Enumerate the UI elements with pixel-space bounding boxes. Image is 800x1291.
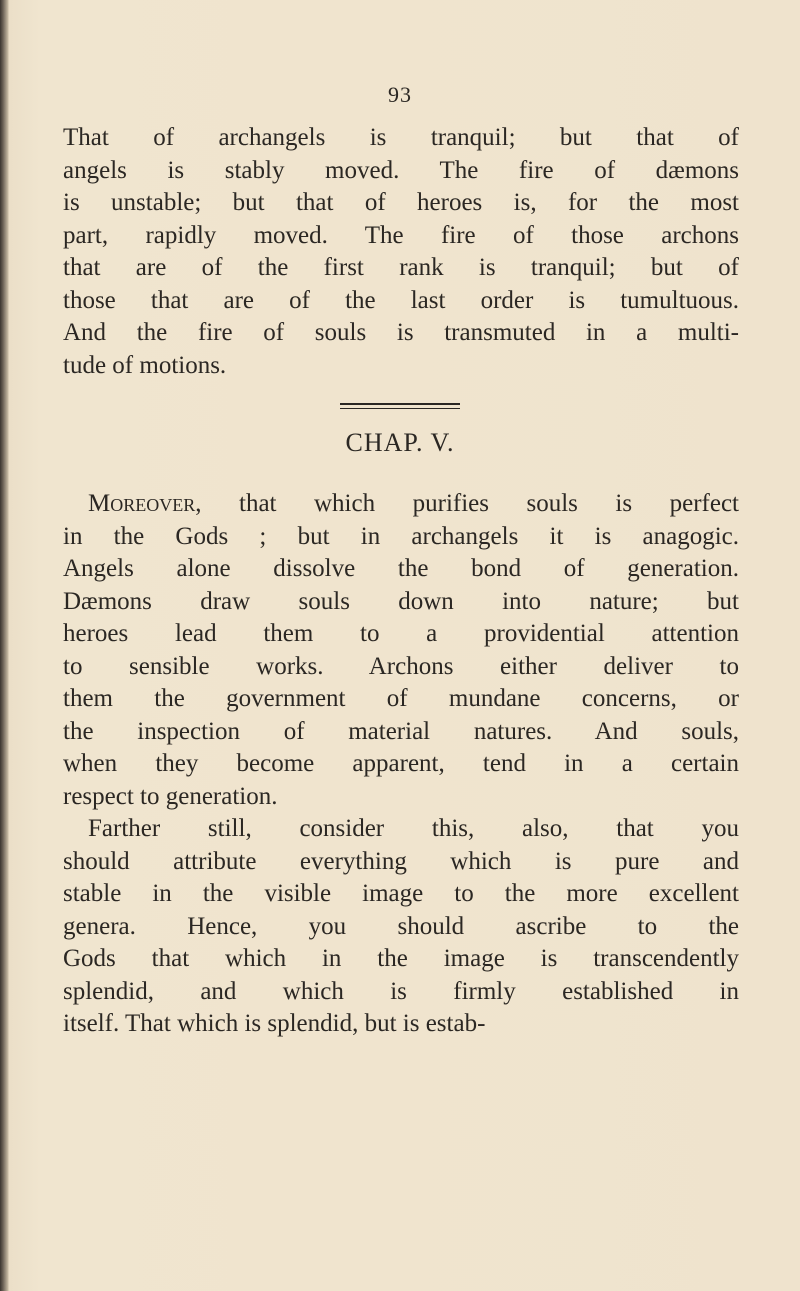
text-line: respect to generation. bbox=[63, 782, 278, 810]
text-line: stable in the visible image to the more excellent bbox=[63, 880, 739, 907]
text-line: And the fire of souls is transmuted in a multi- bbox=[63, 319, 739, 346]
text-line: heroes lead them to a providential attention bbox=[63, 620, 739, 647]
paragraph-archangels-fire bbox=[63, 122, 739, 382]
section-divider-rule bbox=[340, 403, 460, 405]
text-line: when they become apparent, tend in a certain bbox=[63, 750, 739, 777]
text-line: is unstable; but that of heroes is, for the most bbox=[63, 189, 739, 216]
text-line: angels is stably moved. The fire of dæmons bbox=[63, 156, 739, 184]
text-line: Dæmons draw souls down into nature; but bbox=[63, 587, 739, 615]
text-line: to sensible works. Archons either deliver to bbox=[63, 652, 739, 680]
paragraph-visible-image bbox=[63, 813, 739, 1041]
text-line: Farther still, consider this, also, that you bbox=[88, 815, 739, 842]
text-line: them the government of mundane concerns, or bbox=[63, 685, 739, 712]
paragraph-purification bbox=[63, 488, 739, 813]
chapter-heading: CHAP. V. bbox=[345, 428, 455, 457]
text-line: Gods that which in the image is transcendently bbox=[63, 945, 739, 972]
text-line: genera. Hence, you should ascribe to the bbox=[63, 912, 739, 940]
text-line: part, rapidly moved. The fire of those archons bbox=[63, 221, 739, 249]
text-line: those that are of the last order is tumultuous. bbox=[63, 286, 739, 314]
text-line: itself. That which is splendid, but is estab- bbox=[63, 1010, 486, 1037]
opening-word: Moreover, bbox=[88, 490, 202, 517]
page-number: 93 bbox=[388, 82, 412, 107]
text-line: splendid, and which is firmly established in bbox=[63, 977, 739, 1005]
text-line: the inspection of material natures. And souls, bbox=[63, 717, 739, 745]
text-line: Angels alone dissolve the bond of generation. bbox=[63, 555, 739, 582]
text-line-first bbox=[63, 488, 739, 521]
book-spine-shadow bbox=[0, 0, 9, 1291]
text-line: That of archangels is tranquil; but that of bbox=[63, 124, 739, 151]
text-line: in the Gods ; but in archangels it is anagogic. bbox=[63, 522, 739, 550]
text-line: that are of the first rank is tranquil; but of bbox=[63, 254, 739, 281]
text-line: should attribute everything which is pure and bbox=[63, 847, 739, 875]
text-line: tude of motions. bbox=[63, 351, 227, 379]
first-line-rest: that which purifies souls is perfect bbox=[201, 490, 739, 517]
